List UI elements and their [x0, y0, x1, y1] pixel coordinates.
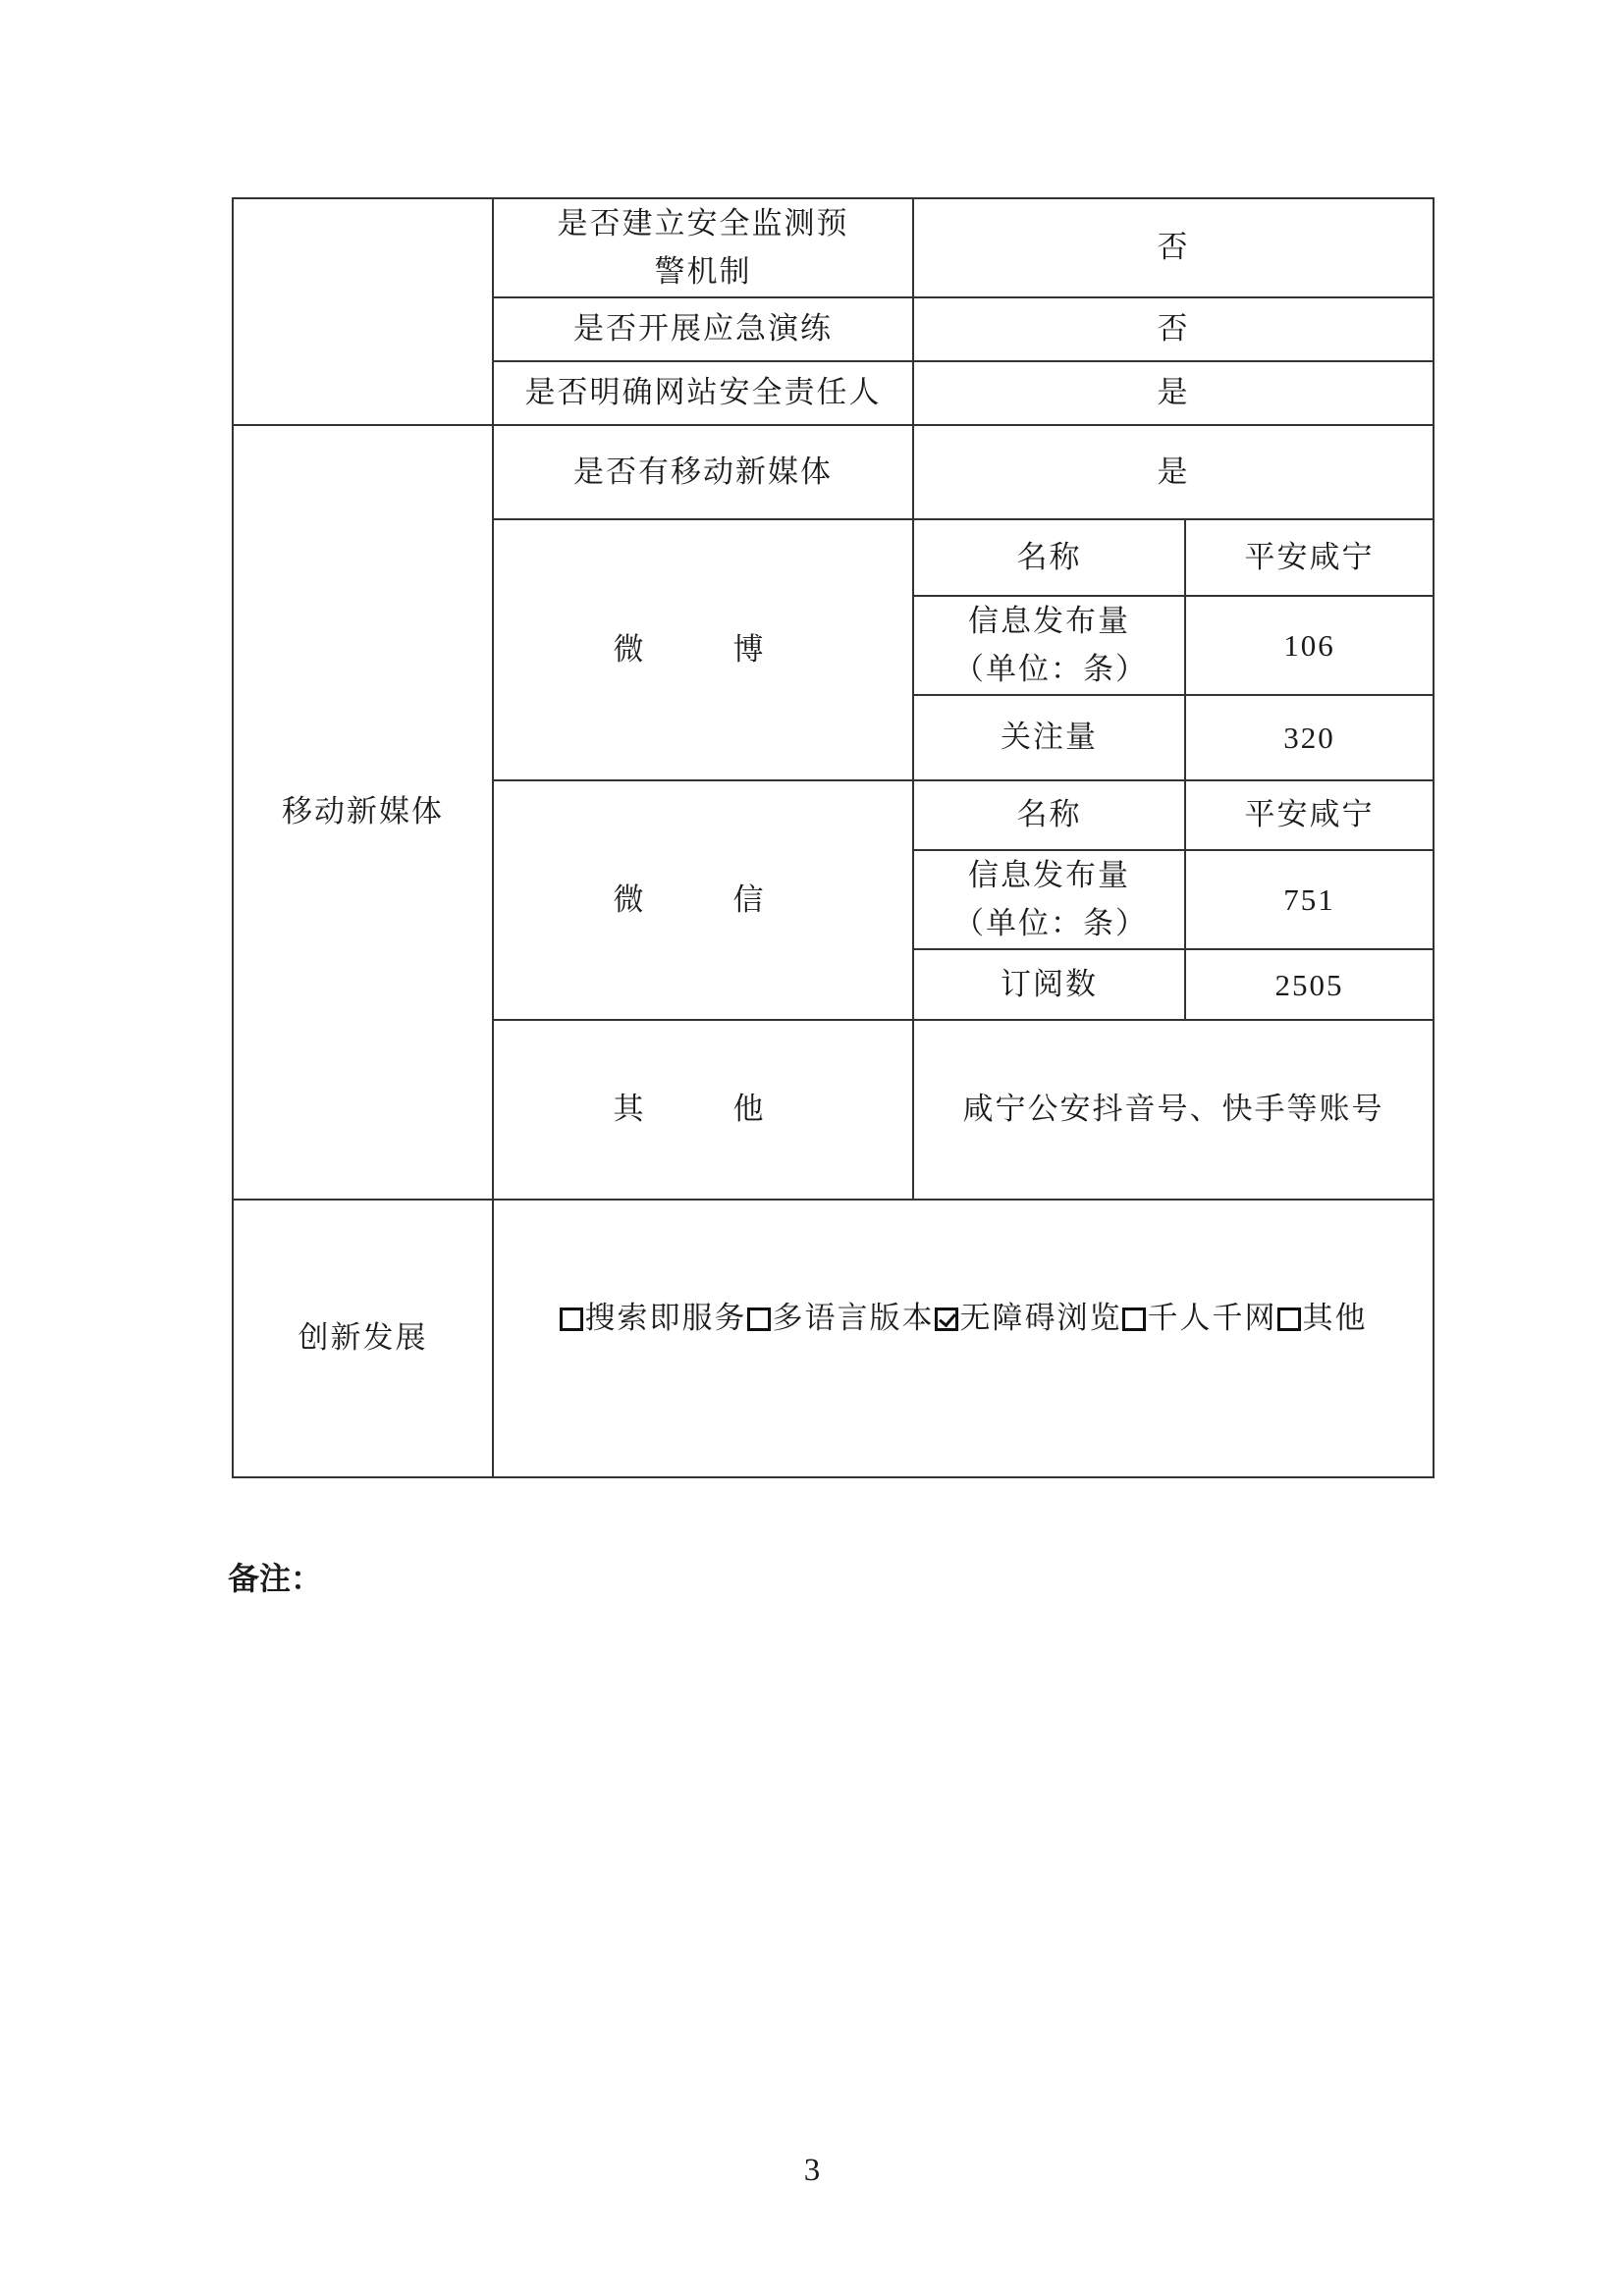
- weibo-followers-value: 320: [1185, 695, 1434, 780]
- option-label: 搜索即服务: [584, 1301, 747, 1336]
- weibo-name-label: 名称: [913, 519, 1185, 596]
- wechat-posts-label: 信息发布量（单位：条）: [913, 850, 1185, 949]
- option-label: 千人千网: [1147, 1301, 1277, 1336]
- security-monitoring-value: 否: [913, 198, 1434, 297]
- emergency-drill-value: 否: [913, 297, 1434, 361]
- option-label: 无障碍浏览: [959, 1301, 1122, 1336]
- security-responsible-label: 是否明确网站安全责任人: [493, 361, 913, 425]
- option-label: 其他: [1302, 1301, 1368, 1336]
- website-report-table: [232, 197, 1435, 1478]
- has-mobile-media-value: 是: [913, 425, 1434, 519]
- innovation-options: [500, 1295, 1427, 1343]
- page-number: 3: [803, 2153, 821, 2188]
- wechat-subscribers-label: 订阅数: [913, 949, 1185, 1020]
- checkbox-unchecked-icon: [1277, 1308, 1301, 1331]
- option-personalized: [1122, 1295, 1277, 1343]
- wechat-subscribers-value: 2505: [1185, 949, 1434, 1020]
- wechat-label: 微 信: [493, 780, 913, 1020]
- checkbox-checked-icon: [935, 1308, 958, 1331]
- other-media-label: 其 他: [493, 1020, 913, 1200]
- has-mobile-media-label: 是否有移动新媒体: [493, 425, 913, 519]
- wechat-name-value: 平安咸宁: [1185, 780, 1434, 850]
- weibo-followers-label: 关注量: [913, 695, 1185, 780]
- security-section-cell: [233, 198, 493, 425]
- emergency-drill-label: 是否开展应急演练: [493, 297, 913, 361]
- security-monitoring-label: 是否建立安全监测预警机制: [493, 198, 913, 297]
- table-row: [233, 1200, 1434, 1477]
- wechat-name-label: 名称: [913, 780, 1185, 850]
- option-other: [1277, 1295, 1368, 1343]
- innovation-options-cell: [493, 1200, 1434, 1477]
- table-row: [233, 198, 1434, 297]
- remark-label: 备注：: [228, 1560, 323, 1597]
- weibo-posts-label: 信息发布量（单位：条）: [913, 596, 1185, 695]
- option-multilingual: [747, 1295, 935, 1343]
- innovation-section-label: 创新发展: [233, 1200, 493, 1477]
- weibo-name-value: 平安咸宁: [1185, 519, 1434, 596]
- wechat-posts-value: 751: [1185, 850, 1434, 949]
- option-search-as-service: [560, 1295, 747, 1343]
- checkbox-unchecked-icon: [1122, 1308, 1146, 1331]
- weibo-label: 微 博: [493, 519, 913, 780]
- other-media-value: 咸宁公安抖音号、快手等账号: [913, 1020, 1434, 1200]
- checkbox-unchecked-icon: [560, 1308, 583, 1331]
- security-responsible-value: 是: [913, 361, 1434, 425]
- option-accessible-browsing: [935, 1295, 1122, 1343]
- table-row: [233, 425, 1434, 519]
- option-label: 多语言版本: [772, 1301, 935, 1336]
- mobile-media-section-label: 移动新媒体: [233, 425, 493, 1200]
- checkbox-unchecked-icon: [747, 1308, 771, 1331]
- weibo-posts-value: 106: [1185, 596, 1434, 695]
